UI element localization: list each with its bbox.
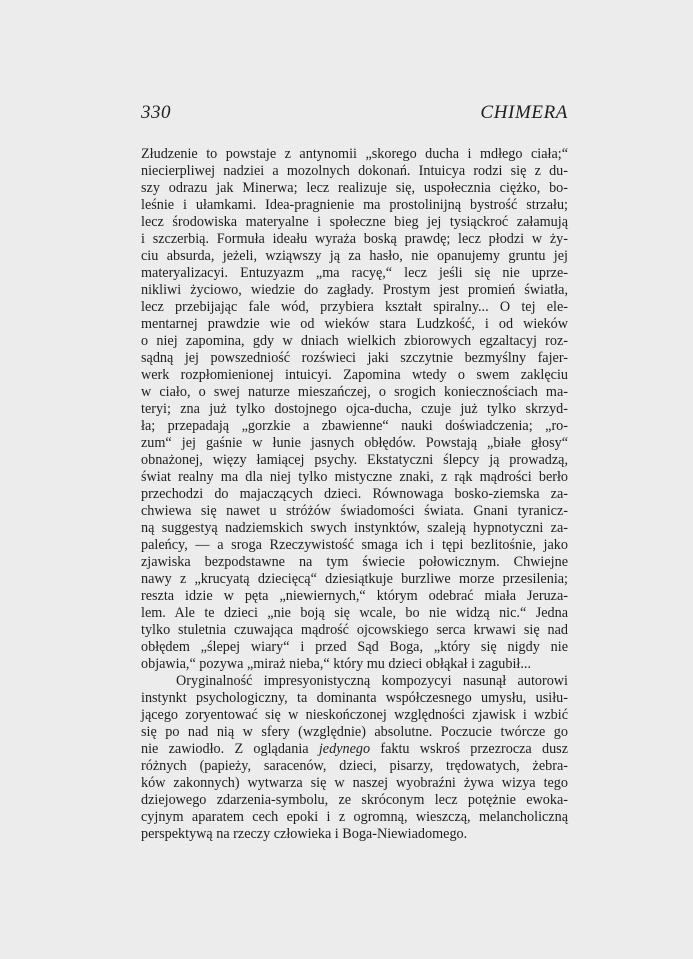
text-line: obłędem „ślepej wiary“ i przed Sąd Boga, „który się nigdy nie (141, 639, 568, 655)
text-line: objawia,“ pozywa „miraż nieba,“ który mu dzieci obłąkał i zagubił... (141, 656, 532, 672)
text-line: nie zawiodło. Z oglądania jedynego faktu wskroś przezrocza dusz (141, 741, 569, 757)
text-line: nawy z „krucyatą dziecięcą“ dziesiątkuje burzliwe morze przesilenia; (141, 571, 568, 587)
text-line: ków zakonnych) wytwarza się w naszej wyobraźni żywa wizya tego (141, 775, 568, 791)
text-line: zjawiska bezpodstawne na tym świecie połowicznym. Chwiejne (141, 554, 568, 570)
page-header (141, 102, 568, 124)
text-line: lem. Ale te dzieci „nie boją się wcale, bo nie widzą nic.“ Jedna (141, 605, 568, 621)
text-line: ła; przepadają „gorzkie a zbawienne“ nauki doświadczenia; „ro- (141, 418, 568, 434)
text-line: nikliwi życiowo, wiedzie do zagłady. Prostym jest promień światła, (141, 282, 568, 298)
text-line: w ciało, o swej naturze mieszańczej, o srogich koniecznościach ma- (141, 384, 568, 400)
text-line: mentarnej prawdzie wie od wieków stara Ludzkość, i od wieków (141, 316, 568, 332)
text-line: różnych (papieży, saracenów, dzieci, pisarzy, trędowatych, żebra- (141, 758, 568, 774)
text-line: materyalizacyi. Entuzyazm „ma racyę,“ lecz jeśli się nie uprze- (141, 265, 568, 281)
text-line: sądną jej powszedniość rozświeci jaki szczytnie bezmyślny fajer- (141, 350, 568, 366)
paragraph (141, 673, 568, 843)
running-title: CHIMERA (480, 102, 568, 123)
emphasis: jedynego (318, 741, 371, 757)
text-line: dziejowego zdarzenia-symbolu, ze skróconym lecz potężnie ewoka- (141, 792, 568, 808)
text-line: tylko stuletnia czuwająca mądrość ojcowskiego serca krwawi się nad (141, 622, 568, 638)
text-line: szy odrazu jak Minerwa; lecz realizuje się, uspołecznia ciężko, bo- (141, 180, 568, 196)
text-line: się po nad nią w sfery (względnie) absolutne. Poczucie twórcze go (141, 724, 568, 740)
page-number: 330 (141, 102, 171, 123)
text-line: lecz przebijając fale wód, przybiera kształt spiralny... O tej ele- (141, 299, 568, 315)
text-line: reszta idzie w pęta „niewiernych,“ którym odebrać miała Jeruza- (141, 588, 568, 604)
text-line: ną suggestyą nadziemskich swych instynktów, szaleją hypnotyczni za- (141, 520, 568, 536)
text-line: i szczerbią. Formuła ideału wyraża boską prawdę; lecz płodzi w ży- (141, 231, 568, 247)
text-line: świat realny ma dla niej tylko mistyczne znaki, z rąk mądrości berło (141, 469, 568, 485)
text-line: leśnie i ułamkami. Idea-pragnienie ma prostolinijną bystrość strzału; (141, 197, 568, 213)
text-line: zum“ jej gaśnie w łunie jasnych obłędów. Powstają „białe głosy“ (141, 435, 568, 451)
text-line: o niej zapomina, gdy w dniach wielkich zbiorowych egzaltacyj roz- (141, 333, 568, 349)
text-line: Złudzenie to powstaje z antynomii „skorego ducha i mdłego ciała;“ (141, 146, 568, 162)
text-line: ciu absurda, jeżeli, wziąwszy ją za hasło, nie opanujemy gruntu jej (141, 248, 568, 264)
text-line: paleńcy, — a sroga Rzeczywistość smaga ich i tępi bezlitośnie, jako (141, 537, 568, 553)
text-line: lecz środowiska materyalne i społeczne bieg jej tysiąckroć załamują (141, 214, 568, 230)
text-line: instynkt psychologiczny, ta dominanta współczesnego umysłu, usiłu- (141, 690, 568, 706)
text-line: Oryginalność impresyonistyczną kompozycyi nasunął autorowi (176, 673, 568, 689)
text-line: cyjnym aparatem cech epoki i z ogromną, wieszczą, melancholiczną (141, 809, 568, 825)
text-line: chwiewa się nawet u stróżów świadomości świata. Gnani tyranicz- (141, 503, 568, 519)
text-line: jącego zoryentować się w nieskończonej względności zjawisk i wzbić (141, 707, 568, 723)
text-line: werk rozpłomienionej intuicyi. Zapomina wtedy o swem zaklęciu (141, 367, 568, 383)
text-line: przechodzi do majaczących dzieci. Równowaga bosko-ziemska za- (141, 486, 568, 502)
paragraph (141, 146, 568, 673)
text-line: teryi; zna już tylko dostojnego ojca-ducha, czuje już tylko skrzyd- (141, 401, 568, 417)
text-line: niecierpliwej nadziei a mozolnych dokonań. Intuicya rodzi się z du- (141, 163, 568, 179)
text-line: perspektywą na rzeczy człowieka i Boga-Niewiadomego. (141, 826, 468, 842)
body-text (141, 146, 568, 843)
text-line: obnażonej, więzy łamiącej psychy. Ekstatyczni ślepcy ją prowadzą, (141, 452, 568, 468)
